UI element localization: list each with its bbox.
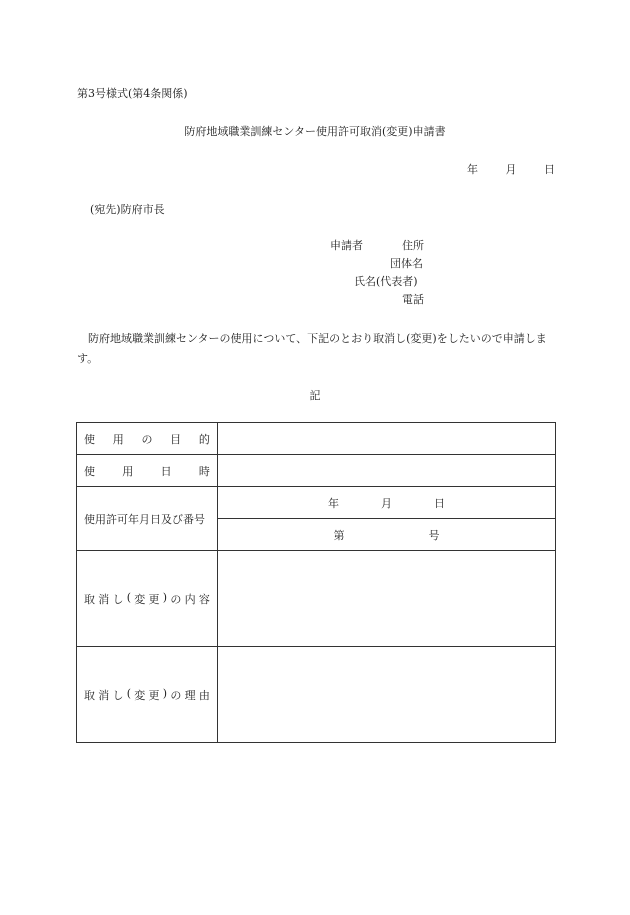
label-char: 由 bbox=[198, 688, 210, 702]
label-char: 日 bbox=[160, 464, 172, 478]
reason-label bbox=[77, 687, 217, 703]
applicant-phone-label: 電話 bbox=[402, 293, 424, 306]
label-char: し bbox=[112, 688, 124, 702]
label-char: 消 bbox=[98, 592, 110, 606]
label-char: 取 bbox=[84, 592, 95, 606]
label-char: 使 bbox=[84, 464, 95, 478]
label-char: 理 bbox=[184, 688, 196, 702]
reason-input[interactable] bbox=[217, 647, 555, 743]
permit-label: 使用許可年月日及び番号 bbox=[84, 512, 205, 526]
addressee: (宛先)防府市長 bbox=[90, 203, 165, 216]
purpose-row bbox=[77, 423, 556, 455]
label-char: 変 bbox=[134, 592, 146, 606]
application-form-table bbox=[76, 422, 556, 743]
permit-day-label: 日 bbox=[433, 496, 445, 510]
permit-year-label: 年 bbox=[327, 496, 339, 510]
content-label bbox=[77, 591, 217, 607]
label-char: 消 bbox=[98, 688, 110, 702]
content-label-cell bbox=[77, 551, 218, 647]
purpose-input[interactable] bbox=[217, 423, 555, 455]
label-char: 用 bbox=[112, 432, 124, 446]
date-day: 日 bbox=[544, 163, 555, 176]
applicant-organization-label: 団体名 bbox=[390, 257, 423, 270]
date-month: 月 bbox=[505, 163, 517, 176]
label-char: ) bbox=[162, 590, 168, 604]
reason-row bbox=[77, 647, 556, 743]
ki-heading: 記 bbox=[309, 389, 321, 402]
label-char: ) bbox=[162, 686, 168, 700]
label-char: 目 bbox=[170, 432, 182, 446]
label-char: 更 bbox=[148, 688, 160, 702]
label-char: 時 bbox=[198, 464, 210, 478]
document-title: 防府地域職業訓練センター使用許可取消(変更)申請書 bbox=[184, 125, 446, 138]
label-char: ( bbox=[126, 686, 132, 700]
label-char: し bbox=[112, 592, 124, 606]
purpose-label bbox=[77, 431, 217, 447]
permit-row bbox=[77, 487, 556, 551]
permit-number-prefix: 第 bbox=[333, 528, 345, 542]
permit-label-cell bbox=[77, 487, 218, 551]
reason-label-cell bbox=[77, 647, 218, 743]
datetime-label-cell bbox=[77, 455, 218, 487]
datetime-input[interactable] bbox=[217, 455, 555, 487]
date-year: 年 bbox=[467, 163, 478, 176]
label-char: 取 bbox=[84, 688, 95, 702]
datetime-label bbox=[77, 463, 217, 479]
label-char: の bbox=[141, 432, 153, 446]
label-char: 内 bbox=[184, 592, 196, 606]
label-char: の bbox=[170, 592, 182, 606]
permit-month-label: 月 bbox=[380, 496, 392, 510]
permit-value-cell bbox=[217, 487, 555, 551]
purpose-label-cell bbox=[77, 423, 218, 455]
permit-date-input[interactable] bbox=[218, 487, 555, 518]
date-line bbox=[467, 161, 555, 177]
content-row bbox=[77, 551, 556, 647]
datetime-row bbox=[77, 455, 556, 487]
body-text: 防府地域職業訓練センターの使用について、下記のとおり取消し(変更)をしたいので申請します。 bbox=[77, 332, 547, 365]
label-char: ( bbox=[126, 590, 132, 604]
label-char: 変 bbox=[134, 688, 146, 702]
form-number: 第3号様式(第4条関係) bbox=[77, 87, 188, 100]
content-input[interactable] bbox=[217, 551, 555, 647]
permit-number-input[interactable] bbox=[218, 518, 555, 550]
label-char: 容 bbox=[198, 592, 210, 606]
applicant-name-label: 氏名(代表者) bbox=[354, 275, 418, 288]
permit-number-suffix: 号 bbox=[428, 528, 440, 542]
label-char: 用 bbox=[122, 464, 134, 478]
label-char: 使 bbox=[84, 432, 95, 446]
label-char: 更 bbox=[148, 592, 160, 606]
label-char: の bbox=[170, 688, 182, 702]
applicant-label: 申請者 bbox=[330, 239, 363, 252]
applicant-address-label: 住所 bbox=[402, 239, 424, 252]
label-char: 的 bbox=[198, 432, 210, 446]
